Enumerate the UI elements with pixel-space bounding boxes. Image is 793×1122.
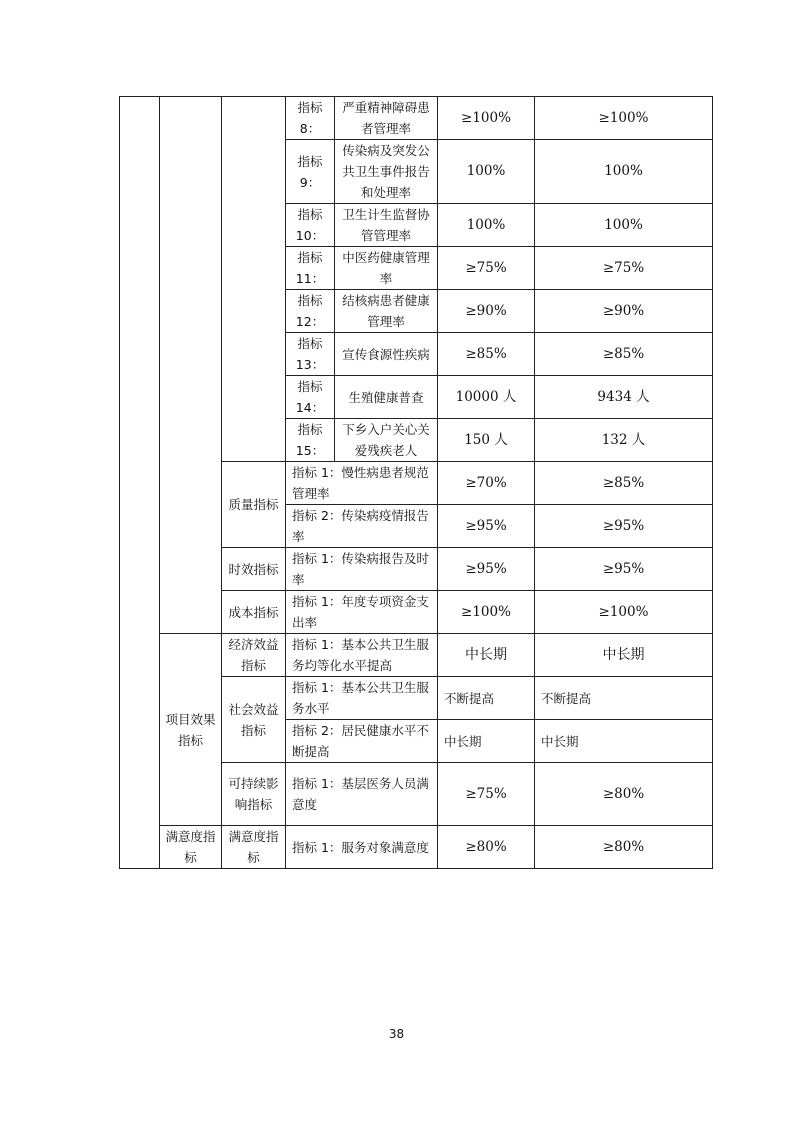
- table-row: [120, 826, 713, 869]
- indicator-text: 指标 1：基层医务人员满意度: [286, 763, 438, 826]
- level1-blank-cell: [120, 97, 160, 869]
- level2-economic-cell: 经济效益指标: [222, 634, 286, 677]
- indicator-text: 指标 1：基本公共卫生服务均等化水平提高: [286, 634, 438, 677]
- indicator-text: 指标 1：服务对象满意度: [286, 826, 438, 869]
- actual-value: 100%: [535, 204, 713, 247]
- target-value: 150 人: [438, 419, 535, 462]
- actual-value: 132 人: [535, 419, 713, 462]
- actual-value: ≥95%: [535, 548, 713, 591]
- target-value: ≥70%: [438, 462, 535, 505]
- actual-value: ≥95%: [535, 505, 713, 548]
- indicator-code: 指标13：: [286, 333, 335, 376]
- target-value: ≥90%: [438, 290, 535, 333]
- level1-satisfaction-cell: 满意度指标: [160, 826, 222, 869]
- actual-value: 不断提高: [535, 677, 713, 720]
- level2-social-cell: 社会效益指标: [222, 677, 286, 763]
- level2-quantity-cell: [222, 97, 286, 462]
- indicator-desc: 宣传食源性疾病: [335, 333, 438, 376]
- indicator-desc: 中医药健康管理率: [335, 247, 438, 290]
- indicator-code: 指标12：: [286, 290, 335, 333]
- indicator-text: 指标 2：居民健康水平不断提高: [286, 720, 438, 763]
- indicator-code: 指标15：: [286, 419, 335, 462]
- level2-cost-cell: 成本指标: [222, 591, 286, 634]
- indicator-desc: 传染病及突发公共卫生事件报告和处理率: [335, 140, 438, 204]
- performance-indicator-table: [119, 96, 713, 869]
- indicator-code: 指标11：: [286, 247, 335, 290]
- actual-value: ≥85%: [535, 333, 713, 376]
- target-value: 100%: [438, 140, 535, 204]
- actual-value: ≥75%: [535, 247, 713, 290]
- indicator-desc: 结核病患者健康管理率: [335, 290, 438, 333]
- target-value: 10000 人: [438, 376, 535, 419]
- indicator-text: 指标 1：基本公共卫生服务水平: [286, 677, 438, 720]
- level1-output-cell: [160, 97, 222, 634]
- actual-value: ≥100%: [535, 97, 713, 140]
- actual-value: 中长期: [535, 720, 713, 763]
- target-value: ≥75%: [438, 763, 535, 826]
- target-value: ≥85%: [438, 333, 535, 376]
- page-number: 38: [388, 1027, 405, 1041]
- target-value: ≥100%: [438, 591, 535, 634]
- indicator-desc: 生殖健康普查: [335, 376, 438, 419]
- actual-value: 中长期: [535, 634, 713, 677]
- target-value: 中长期: [438, 720, 535, 763]
- target-value: ≥75%: [438, 247, 535, 290]
- indicator-text: 指标 1：传染病报告及时率: [286, 548, 438, 591]
- indicator-text: 指标 2：传染病疫情报告率: [286, 505, 438, 548]
- target-value: 不断提高: [438, 677, 535, 720]
- actual-value: 100%: [535, 140, 713, 204]
- target-value: ≥100%: [438, 97, 535, 140]
- indicator-desc: 严重精神障碍患者管理率: [335, 97, 438, 140]
- level2-timeliness-cell: 时效指标: [222, 548, 286, 591]
- actual-value: ≥80%: [535, 826, 713, 869]
- level2-quality-cell: 质量指标: [222, 462, 286, 548]
- level1-effect-cell: 项目效果指标: [160, 634, 222, 826]
- indicator-desc: 下乡入户关心关爱残疾老人: [335, 419, 438, 462]
- indicator-code: 指标10：: [286, 204, 335, 247]
- level2-satisfaction-cell: 满意度指标: [222, 826, 286, 869]
- indicator-desc: 卫生计生监督协管管理率: [335, 204, 438, 247]
- table-row: [120, 634, 713, 677]
- target-value: 中长期: [438, 634, 535, 677]
- target-value: 100%: [438, 204, 535, 247]
- indicator-code: 指标14：: [286, 376, 335, 419]
- actual-value: ≥100%: [535, 591, 713, 634]
- table-row: [120, 97, 713, 140]
- actual-value: ≥80%: [535, 763, 713, 826]
- indicator-text: 指标 1：慢性病患者规范管理率: [286, 462, 438, 505]
- target-value: ≥95%: [438, 548, 535, 591]
- indicator-code: 指标8：: [286, 97, 335, 140]
- actual-value: 9434 人: [535, 376, 713, 419]
- target-value: ≥80%: [438, 826, 535, 869]
- actual-value: ≥85%: [535, 462, 713, 505]
- indicator-code: 指标9：: [286, 140, 335, 204]
- level2-sustainable-cell: 可持续影响指标: [222, 763, 286, 826]
- actual-value: ≥90%: [535, 290, 713, 333]
- indicator-text: 指标 1：年度专项资金支出率: [286, 591, 438, 634]
- target-value: ≥95%: [438, 505, 535, 548]
